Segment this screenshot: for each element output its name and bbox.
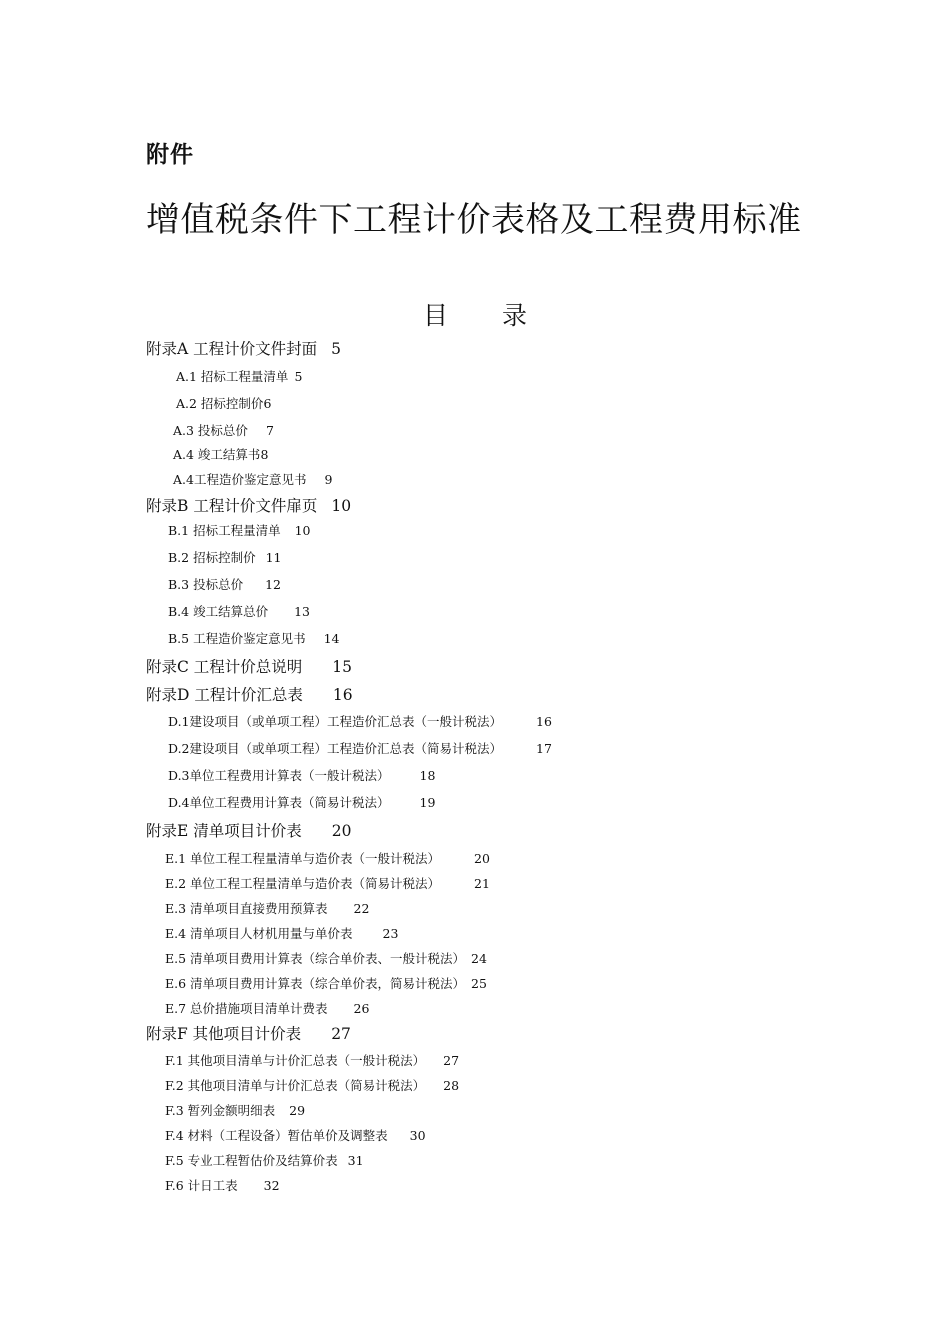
toc-entry-b4[interactable] — [168, 606, 310, 619]
toc-entry-page: 26 — [353, 1001, 370, 1016]
toc-entry-text: B.2 招标控制价 — [168, 550, 256, 565]
toc-entry-f4[interactable] — [165, 1130, 426, 1143]
toc-entry-page: 10 — [331, 497, 352, 515]
toc-entry-page: 7 — [265, 423, 274, 438]
toc-entry-e[interactable] — [146, 824, 351, 840]
toc-entry-text: D.3单位工程费用计算表（一般计税法） — [168, 768, 390, 783]
toc-entry-text: D.1建设项目（或单项工程）工程造价汇总表（一般计税法） — [168, 714, 503, 729]
toc-entry-text: D.4单位工程费用计算表（简易计税法） — [168, 795, 390, 810]
toc-entry-text: B.4 竣工结算总价 — [168, 604, 269, 619]
toc-entry-page: 22 — [353, 901, 370, 916]
toc-entry-f[interactable] — [146, 1027, 351, 1043]
document-title: 增值税条件下工程计价表格及工程费用标准 — [146, 200, 802, 240]
toc-entry-page: 31 — [347, 1153, 364, 1168]
toc-entry-a2[interactable] — [176, 398, 271, 411]
toc-entry-page: 29 — [289, 1103, 306, 1118]
toc-entry-e4[interactable] — [165, 928, 398, 941]
toc-entry-page: 13 — [294, 604, 310, 619]
toc-entry-text: A.2 招标控制价 — [176, 396, 264, 411]
toc-entry-text: A.4 竣工结算书 — [173, 447, 261, 462]
toc-entry-text: 附录E 清单项目计价表 — [146, 822, 302, 840]
toc-entry-b[interactable] — [146, 499, 351, 515]
toc-entry-text: E.5 清单项目费用计算表（综合单价表、一般计税法） — [165, 951, 466, 966]
toc-entry-d3[interactable] — [168, 770, 435, 783]
toc-entry-f3[interactable] — [165, 1105, 305, 1118]
toc-entry-d1[interactable] — [168, 716, 552, 729]
toc-entry-a[interactable] — [146, 342, 341, 358]
toc-entry-page: 11 — [265, 550, 282, 565]
toc-entry-e6[interactable] — [165, 978, 487, 991]
toc-entry-page: 25 — [471, 976, 487, 991]
toc-entry-a4[interactable] — [173, 449, 268, 462]
toc-entry-page: 30 — [409, 1128, 426, 1143]
toc-entry-e2[interactable] — [165, 878, 490, 891]
toc-entry-text: B.5 工程造价鉴定意见书 — [168, 631, 306, 646]
toc-entry-text: 附录C 工程计价总说明 — [146, 658, 303, 676]
toc-entry-text: 附录D 工程计价汇总表 — [146, 686, 303, 704]
toc-entry-b2[interactable] — [168, 552, 282, 565]
toc-entry-page: 20 — [474, 851, 490, 866]
toc-entry-page: 5 — [331, 340, 341, 358]
toc-entry-page: 5 — [294, 369, 303, 384]
toc-entry-page: 16 — [536, 714, 552, 729]
toc-entry-text: F.2 其他项目清单与计价汇总表（简易计税法） — [165, 1078, 426, 1093]
toc-entry-text: B.3 投标总价 — [168, 577, 244, 592]
attachment-label: 附件 — [146, 142, 194, 168]
toc-entry-f2[interactable] — [165, 1080, 459, 1093]
toc-entry-page: 32 — [263, 1178, 280, 1193]
toc-entry-d4[interactable] — [168, 797, 435, 810]
toc-entry-page: 14 — [323, 631, 340, 646]
toc-entry-a1[interactable] — [176, 371, 302, 384]
toc-entry-a4b[interactable] — [173, 474, 332, 487]
toc-entry-d2[interactable] — [168, 743, 552, 756]
toc-entry-e5[interactable] — [165, 953, 487, 966]
toc-entry-page: 15 — [332, 658, 353, 676]
toc-entry-text: F.1 其他项目清单与计价汇总表（一般计税法） — [165, 1053, 426, 1068]
toc-entry-b3[interactable] — [168, 579, 281, 592]
toc-entry-text: 附录B 工程计价文件扉页 — [146, 497, 318, 515]
toc-entry-c[interactable] — [146, 660, 352, 676]
toc-entry-text: 附录F 其他项目计价表 — [146, 1025, 302, 1043]
toc-entry-page: 27 — [443, 1053, 460, 1068]
toc-entry-page: 24 — [471, 951, 487, 966]
toc-heading-right: 录 — [502, 301, 528, 330]
toc-entry-text: E.7 总价措施项目清单计费表 — [165, 1001, 328, 1016]
toc-entry-text: 附录A 工程计价文件封面 — [146, 340, 318, 358]
toc-entry-text: D.2建设项目（或单项工程）工程造价汇总表（简易计税法） — [168, 741, 503, 756]
toc-entry-page: 20 — [331, 822, 352, 840]
toc-entry-page: 18 — [419, 768, 436, 783]
toc-entry-text: E.4 清单项目人材机用量与单价表 — [165, 926, 353, 941]
toc-entry-text: E.2 单位工程工程量清单与造价表（简易计税法） — [165, 876, 441, 891]
toc-entry-f6[interactable] — [165, 1180, 280, 1193]
toc-entry-page: 28 — [443, 1078, 460, 1093]
toc-entry-b1[interactable] — [168, 525, 311, 538]
toc-entry-e1[interactable] — [165, 853, 490, 866]
toc-entry-text: F.3 暂列金额明细表 — [165, 1103, 276, 1118]
toc-entry-text: A.1 招标工程量清单 — [176, 369, 289, 384]
toc-entry-page: 10 — [294, 523, 311, 538]
toc-entry-f1[interactable] — [165, 1055, 459, 1068]
toc-entry-text: F.5 专业工程暂估价及结算价表 — [165, 1153, 338, 1168]
toc-entry-page: 8 — [260, 447, 269, 462]
toc-entry-text: F.6 计日工表 — [165, 1178, 238, 1193]
toc-entry-page: 19 — [419, 795, 436, 810]
toc-entry-page: 16 — [332, 686, 353, 704]
toc-entry-page: 23 — [382, 926, 399, 941]
toc-entry-text: E.6 清单项目费用计算表（综合单价表，简易计税法） — [165, 976, 466, 991]
toc-entry-page: 27 — [331, 1025, 351, 1043]
toc-entry-f5[interactable] — [165, 1155, 364, 1168]
toc-entry-a3[interactable] — [173, 425, 274, 438]
toc-entry-e3[interactable] — [165, 903, 369, 916]
toc-heading — [0, 296, 950, 332]
toc-entry-page: 9 — [324, 472, 333, 487]
toc-heading-left: 目 — [422, 301, 448, 330]
toc-entry-text: A.4工程造价鉴定意见书 — [173, 472, 307, 487]
toc-entry-text: A.3 投标总价 — [173, 423, 248, 438]
toc-entry-b5[interactable] — [168, 633, 340, 646]
toc-entry-page: 12 — [265, 577, 281, 592]
toc-entry-text: E.1 单位工程工程量清单与造价表（一般计税法） — [165, 851, 441, 866]
toc-entry-text: B.1 招标工程量清单 — [168, 523, 281, 538]
toc-entry-d[interactable] — [146, 688, 353, 704]
toc-entry-text: E.3 清单项目直接费用预算表 — [165, 901, 328, 916]
toc-entry-e7[interactable] — [165, 1003, 369, 1016]
toc-entry-page: 17 — [536, 741, 552, 756]
toc-entry-page: 21 — [474, 876, 490, 891]
toc-entry-page: 6 — [263, 396, 272, 411]
toc-entry-text: F.4 材料（工程设备）暂估单价及调整表 — [165, 1128, 388, 1143]
